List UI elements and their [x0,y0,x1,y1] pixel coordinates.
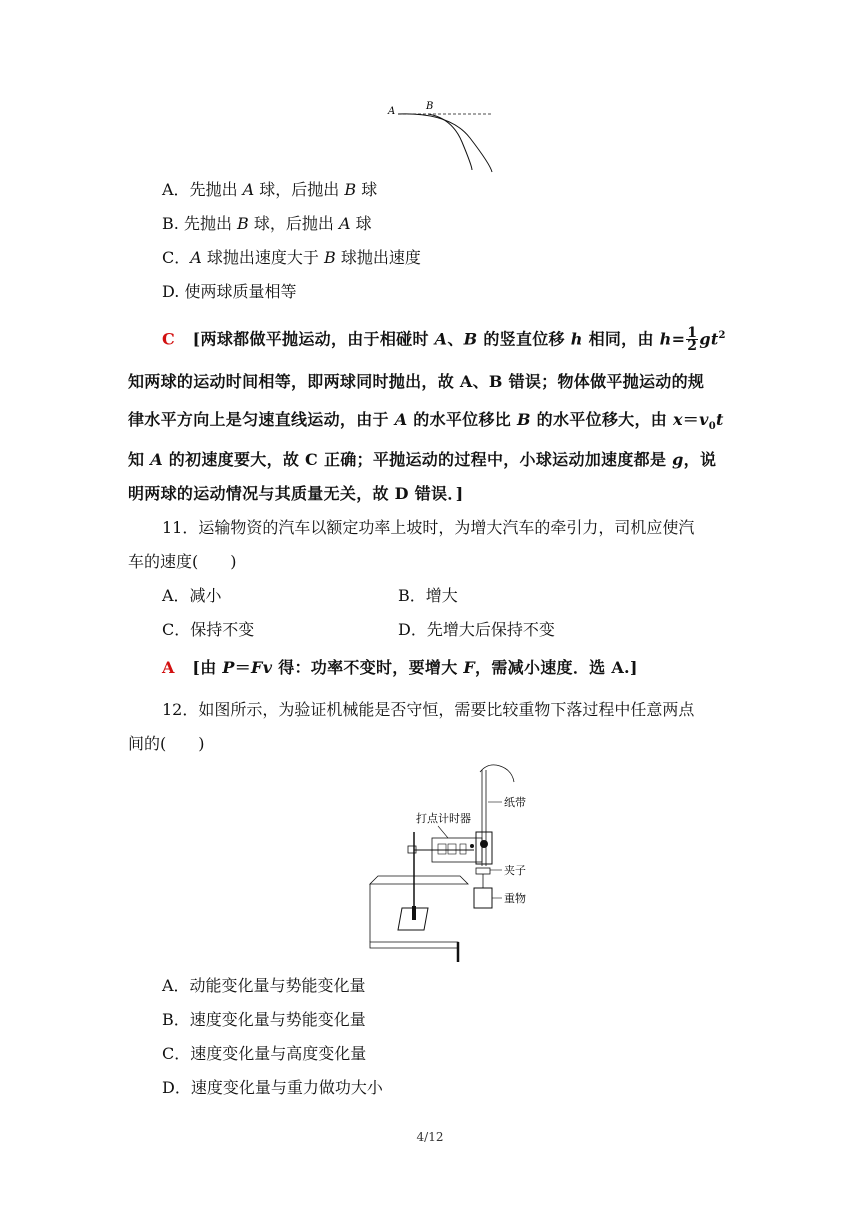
q12-option-d: D．速度变化量与重力做功大小 [162,1078,383,1097]
q11-option-d: D．先增大后保持不变 [398,620,555,639]
q10-option-b: B. 先抛出 B 球，后抛出 A 球 [162,214,372,233]
label-b: B [426,101,434,112]
q11-stem-line2: 车的速度( ) [128,552,237,571]
label-weight: 重物 [504,892,526,905]
q12-option-c: C．速度变化量与高度变化量 [162,1044,367,1063]
label-clip: 夹子 [504,864,526,877]
q10-solution-line5: 明两球的运动情况与其质量无关，故 D 错误．] [128,484,464,503]
q10-solution-line3: 律水平方向上是匀速直线运动，由于 A 的水平位移比 B 的水平位移大，由 $x=v_0t$ [128,410,724,433]
q12-option-a: A．动能变化量与势能变化量 [162,976,366,995]
q10-answer: C [162,329,176,349]
q11-option-b: B．增大 [398,586,458,605]
q12-stem-line1: 12．如图所示，为验证机械能是否守恒，需要比较重物下落过程中任意两点 [162,700,695,719]
apparatus-figure [368,762,538,962]
label-a: A [388,106,396,117]
page-number: 4/12 [416,1130,444,1144]
q10-solution-line1: C [两球都做平抛运动，由于相碰时 A、B 的竖直位移 h 相同，由 h= $\frac{1}{2}$ $gt^2$ [162,325,726,355]
q12-stem-line2: 间的( ) [128,734,205,753]
q10-option-a: A．先抛出 A 球，后抛出 B 球 [162,180,378,199]
q10-solution-line4: 知 A 的初速度要大，故 C 正确；平抛运动的过程中，小球运动加速度都是 g，说 [128,450,717,469]
label-timer: 打点计时器 [416,812,471,825]
q10-solution-line2: 知两球的运动时间相等，即两球同时抛出，故 A、B 错误；物体做平抛运动的规 [128,372,705,391]
q12-option-b: B．速度变化量与势能变化量 [162,1010,366,1029]
q11-stem-line1: 11．运输物资的汽车以额定功率上坡时，为增大汽车的牵引力，司机应使汽 [162,518,695,537]
q11-solution: A [由 P＝Fv 得：功率不变时，要增大 F，需减小速度．选 A.] [162,658,638,677]
q11-answer: A [162,658,175,677]
trajectory-figure [380,98,510,178]
q11-option-a: A．减小 [162,586,222,605]
label-tape: 纸带 [504,796,526,809]
q10-option-d: D. 使两球质量相等 [162,282,297,301]
q10-option-c: C．A 球抛出速度大于 B 球抛出速度 [162,248,421,267]
q11-option-c: C．保持不变 [162,620,255,639]
